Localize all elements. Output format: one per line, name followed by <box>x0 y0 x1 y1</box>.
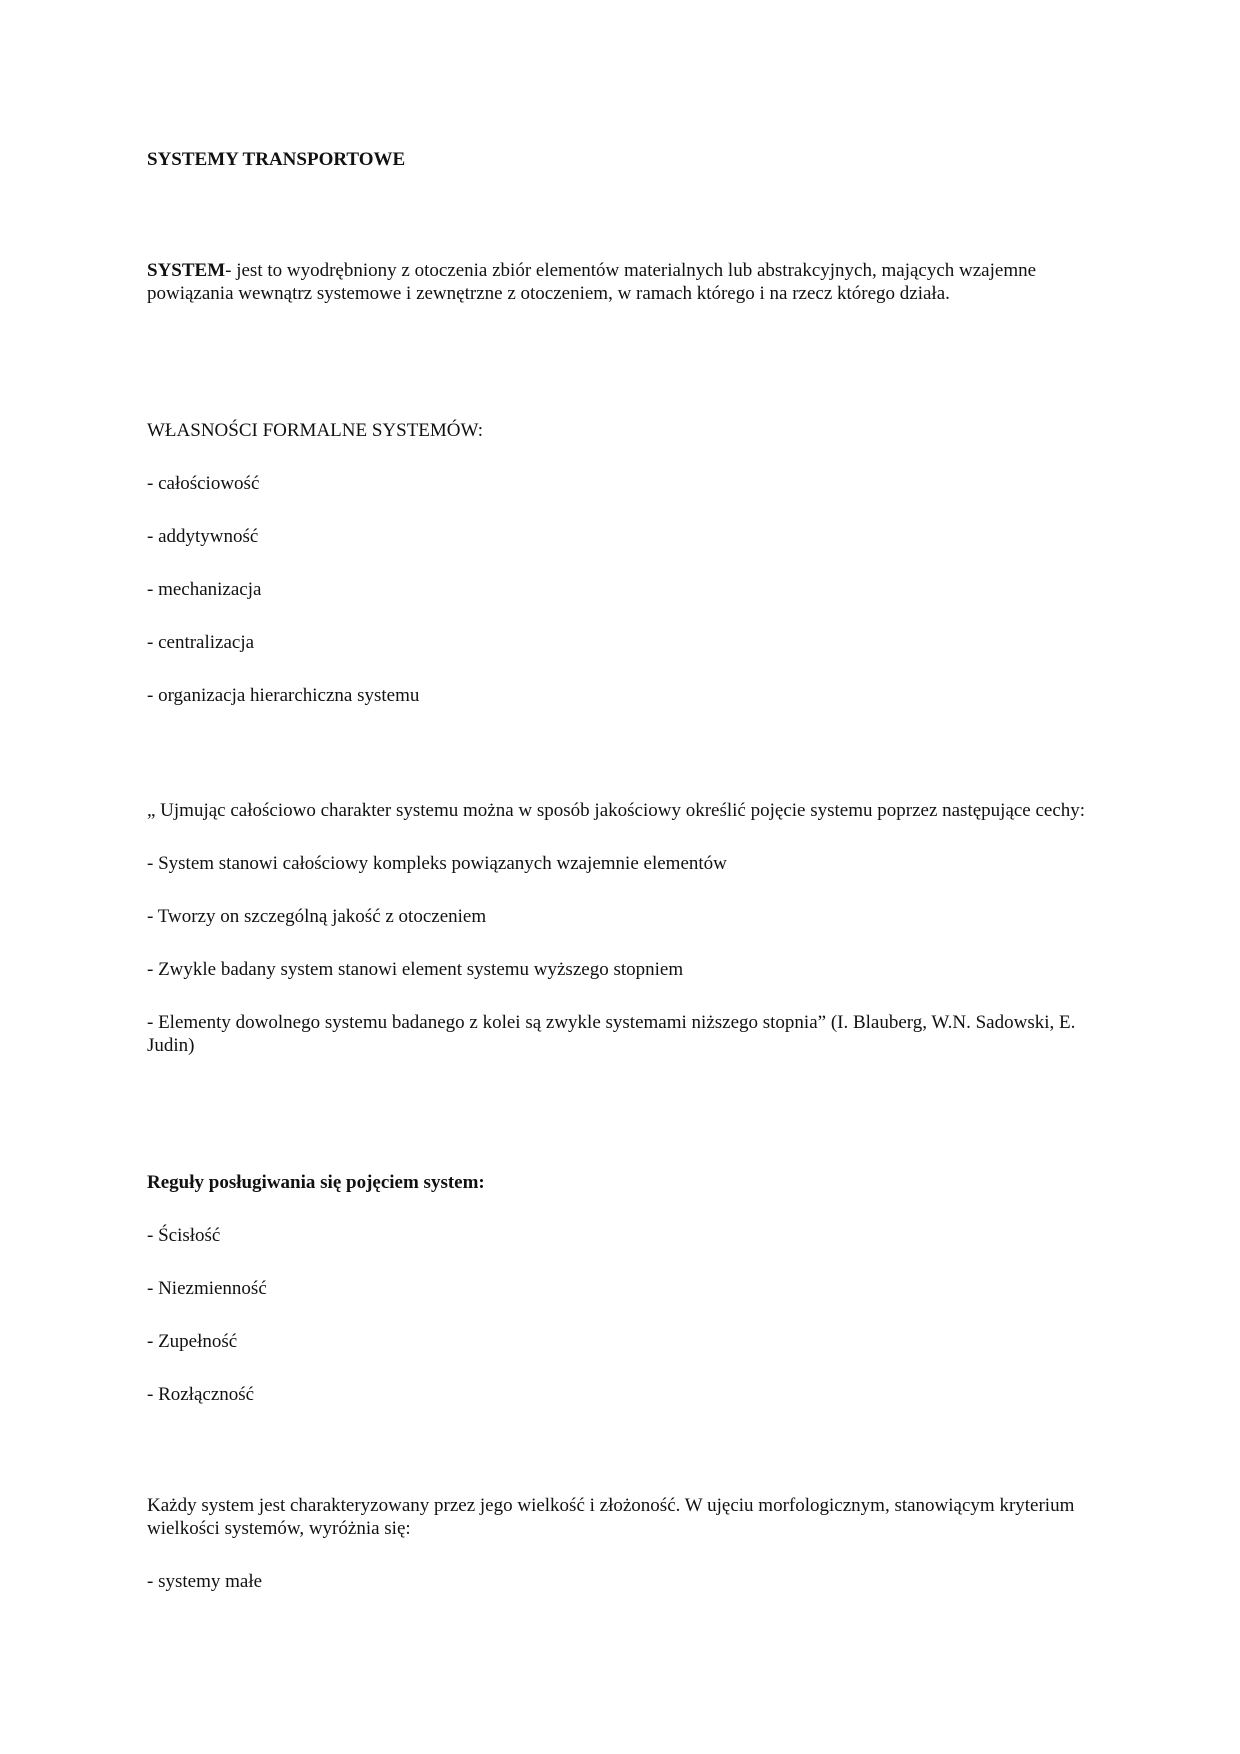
rules-section <box>147 1171 1087 1406</box>
rule-item: - Zupełność <box>147 1331 238 1352</box>
rule-item: - Niezmienność <box>147 1278 267 1299</box>
size-section-text: Każdy system jest charakteryzowany przez jego wielkość i złożoność. W ujęciu morfologicznym, stanowiącym kryterium wielkości systemów, wyróżnia się: <box>147 1495 1075 1539</box>
formal-properties-section <box>147 419 1087 707</box>
formal-property-item: - mechanizacja <box>147 579 262 600</box>
definition-text: - jest to wyodrębniony z otoczenia zbiór elementów materialnych lub abstrakcyjnych, mających wzajemne powiązania wewnątrz systemowe i zewnętrzne z otoczeniem, w ramach którego i na rzecz którego działa. <box>147 260 1037 304</box>
formal-property-item: - całościowość <box>147 473 260 494</box>
definition-term: SYSTEM <box>147 260 226 281</box>
rules-heading: Reguły posługiwania się pojęciem system: <box>147 1172 485 1193</box>
rule-item: - Rozłączność <box>147 1384 255 1405</box>
quote-item: - Elementy dowolnego systemu badanego z kolei są zwykle systemami niższego stopnia” (I. Blauberg, W.N. Sadowski, E. Judin) <box>147 1012 1076 1056</box>
quote-section <box>147 799 1087 1057</box>
document-title: SYSTEMY TRANSPORTOWE <box>147 149 406 170</box>
formal-properties-heading: WŁASNOŚCI FORMALNE SYSTEMÓW: <box>147 420 484 441</box>
quote-item: - System stanowi całościowy kompleks powiązanych wzajemnie elementów <box>147 853 727 874</box>
size-section <box>147 1494 1087 1593</box>
size-item: - systemy małe <box>147 1571 263 1592</box>
formal-property-item: - centralizacja <box>147 632 255 653</box>
formal-property-item: - organizacja hierarchiczna systemu <box>147 685 420 706</box>
quote-item: - Tworzy on szczególną jakość z otoczeniem <box>147 906 487 927</box>
quote-item: - Zwykle badany system stanowi element systemu wyższego stopniem <box>147 959 684 980</box>
formal-property-item: - addytywność <box>147 526 259 547</box>
rule-item: - Ścisłość <box>147 1225 221 1246</box>
system-definition <box>147 259 1087 305</box>
quote-intro: „ Ujmując całościowo charakter systemu można w sposób jakościowy określić pojęcie systemu poprzez następujące cechy: <box>147 800 1086 821</box>
